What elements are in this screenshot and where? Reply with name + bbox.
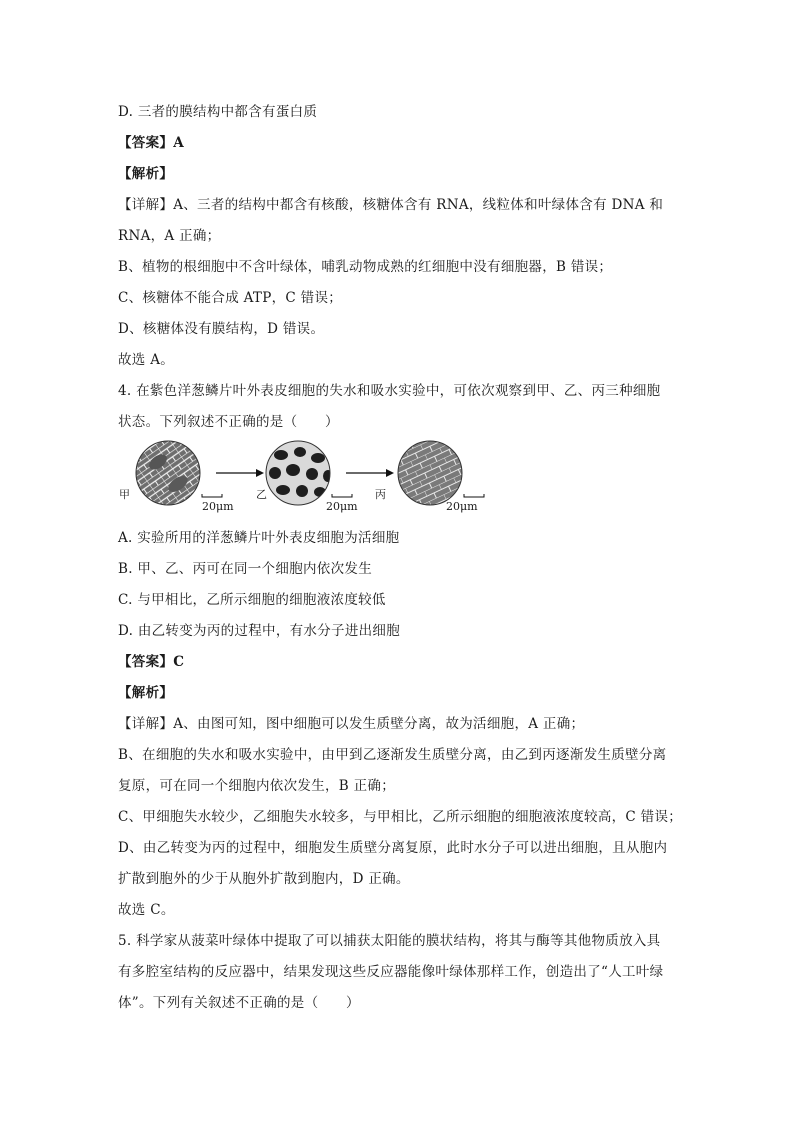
option-d-q3: D. 三者的膜结构中都含有蛋白质 bbox=[118, 104, 318, 120]
label-bing: 丙 bbox=[375, 488, 386, 501]
explanation-q3-line2: RNA，A 正确； bbox=[118, 228, 221, 244]
question-4-stem-line1: 4. 在紫色洋葱鳞片叶外表皮细胞的失水和吸水实验中，可依次观察到甲、乙、丙三种细胞 bbox=[118, 383, 661, 399]
explanation-q3-line3: B、植物的根细胞中不含叶绿体，哺乳动物成熟的红细胞中没有细胞器，B 错误； bbox=[118, 259, 613, 275]
option-d-q4: D. 由乙转变为丙的过程中，有水分子进出细胞 bbox=[118, 623, 401, 639]
explanation-q3-line5: D、核糖体没有膜结构，D 错误。 bbox=[118, 321, 325, 337]
conclusion-q3: 故选 A。 bbox=[118, 352, 175, 368]
option-c-q4: C. 与甲相比，乙所示细胞的细胞液浓度较低 bbox=[118, 592, 386, 608]
option-a-q4: A. 实验所用的洋葱鳞片叶外表皮细胞为活细胞 bbox=[118, 530, 400, 546]
conclusion-q4: 故选 C。 bbox=[118, 902, 175, 918]
explanation-q4-line1: 【详解】A、由图可知，图中细胞可以发生质壁分离，故为活细胞，A 正确； bbox=[118, 716, 585, 732]
plasmolysis-figure bbox=[118, 440, 498, 516]
scale-label-1: 20μm bbox=[202, 500, 234, 513]
scale-label-2: 20μm bbox=[326, 500, 358, 513]
option-b-q4: B. 甲、乙、丙可在同一个细胞内依次发生 bbox=[118, 561, 373, 577]
question-5-stem-line2: 有多腔室结构的反应器中，结果发现这些反应器能像叶绿体那样工作，创造出了“人工叶绿 bbox=[118, 964, 664, 980]
scale-bar-3 bbox=[464, 494, 484, 497]
explanation-q3-line4: C、核糖体不能合成 ATP，C 错误； bbox=[118, 290, 343, 306]
explanation-q4-line6: 扩散到胞外的少于从胞外扩散到胞内，D 正确。 bbox=[118, 871, 410, 887]
question-4-stem-line2: 状态。下列叙述不正确的是（ ） bbox=[118, 414, 339, 430]
explanation-q3-line1: 【详解】A、三者的结构中都含有核酸，核糖体含有 RNA，线粒体和叶绿体含有 DNA 和 bbox=[118, 197, 664, 213]
question-5-stem-line3: 体”。下列有关叙述不正确的是（ ） bbox=[118, 995, 360, 1011]
scale-bar-1 bbox=[202, 494, 222, 497]
explanation-q4-line3: 复原，可在同一个细胞内依次发生，B 正确； bbox=[118, 778, 396, 794]
question-5-stem-line1: 5. 科学家从菠菜叶绿体中提取了可以捕获太阳能的膜状结构，将其与酶等其他物质放入具 bbox=[118, 933, 661, 949]
scale-label-3: 20μm bbox=[446, 500, 478, 513]
label-jia: 甲 bbox=[119, 488, 130, 501]
answer-q3: 【答案】A bbox=[118, 135, 184, 151]
explanation-q4-line2: B、在细胞的失水和吸水实验中，由甲到乙逐渐发生质壁分离，由乙到丙逐渐发生质壁分离 bbox=[118, 747, 667, 763]
explanation-q4-line4: C、甲细胞失水较少，乙细胞失水较多，与甲相比，乙所示细胞的细胞液浓度较高，C 错误； bbox=[118, 809, 683, 825]
analysis-heading-q4: 【解析】 bbox=[118, 685, 174, 701]
answer-q4: 【答案】C bbox=[118, 654, 185, 670]
explanation-q4-line5: D、由乙转变为丙的过程中，细胞发生质壁分离复原，此时水分子可以进出细胞，且从胞内 bbox=[118, 840, 668, 856]
label-yi: 乙 bbox=[256, 488, 267, 501]
analysis-heading-q3: 【解析】 bbox=[118, 166, 174, 182]
scale-bar-2 bbox=[332, 494, 352, 497]
